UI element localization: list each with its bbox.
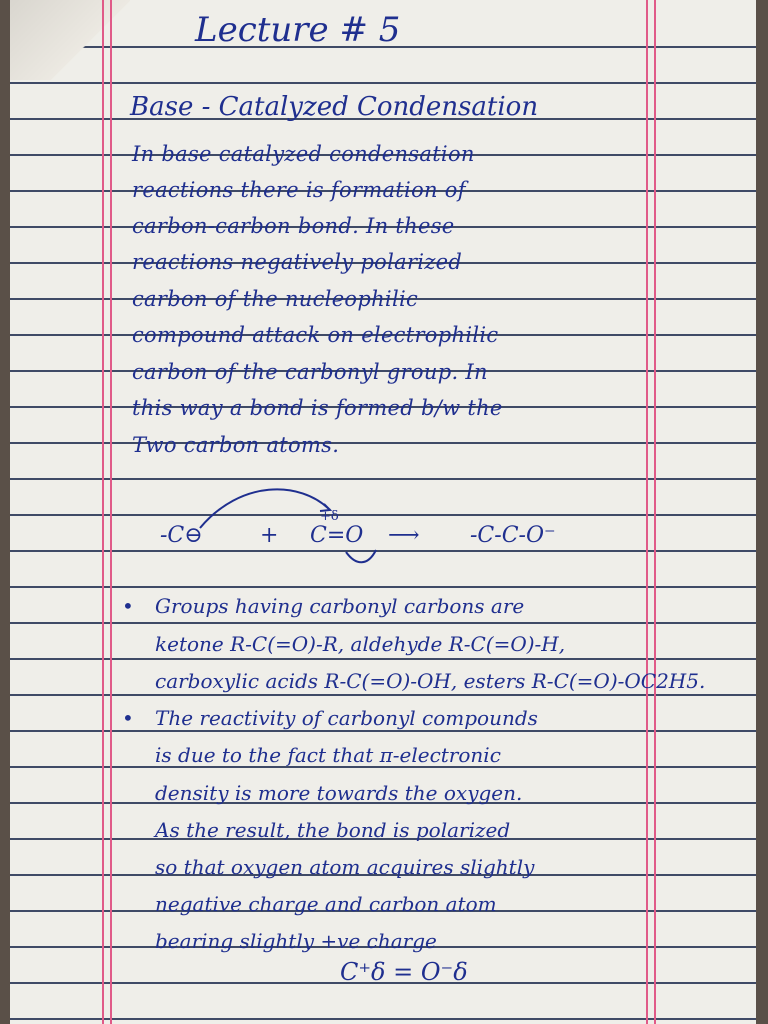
paragraph-line: carbon of the nucleophilic	[132, 287, 419, 311]
bullet-line: The reactivity of carbonyl compounds	[155, 706, 538, 730]
lecture-title: Lecture # 5	[195, 10, 401, 50]
torn-corner	[10, 0, 130, 80]
reaction-diagram	[160, 480, 620, 570]
bullet-line: density is more towards the oxygen.	[155, 781, 523, 805]
bullet-line: is due to the fact that π-electronic	[155, 743, 501, 767]
bullet-dot: •	[122, 594, 134, 618]
margin-line-left-1	[102, 0, 104, 1024]
plus-sign: +	[260, 523, 279, 548]
margin-line-right-1	[646, 0, 648, 1024]
bullet-dot: •	[122, 706, 134, 730]
bullet-line: carboxylic acids R-C(=O)-OH, esters R-C(=O)-OC2H5.	[155, 669, 706, 693]
paragraph-line: this way a bond is formed b/w the	[132, 396, 503, 420]
paragraph-line: Two carbon atoms.	[132, 433, 340, 457]
product-label: -C-C-O⁻	[470, 523, 556, 548]
section-heading: Base - Catalyzed Condensation	[130, 92, 539, 122]
reaction-arrow: ⟶	[388, 523, 420, 548]
curved-arrow-2	[346, 550, 376, 562]
paragraph-line: reactions there is formation of	[132, 178, 466, 202]
delta-plus-label: +δ	[320, 509, 339, 524]
bullet-line: so that oxygen atom acquires slightly	[155, 855, 535, 879]
polarized-bond-formula: C⁺δ = O⁻δ	[340, 958, 468, 986]
bullet-line: negative charge and carbon atom	[155, 892, 497, 916]
notebook-page	[10, 0, 756, 1024]
carbonyl-label: C=O	[310, 523, 364, 548]
bullet-line: Groups having carbonyl carbons are	[155, 594, 525, 618]
paragraph-line: In base catalyzed condensation	[132, 142, 475, 166]
nucleophile-label: -C⊖	[160, 523, 203, 548]
paragraph-line: carbon-carbon bond. In these	[132, 214, 455, 238]
paragraph-line: reactions negatively polarized	[132, 250, 463, 274]
margin-line-left-2	[110, 0, 112, 1024]
bullet-line: bearing slightly +ve charge	[155, 929, 437, 953]
paragraph-line: compound attack on electrophilic	[132, 323, 499, 347]
bullet-line: As the result, the bond is polarized	[155, 818, 511, 842]
margin-line-right-2	[654, 0, 656, 1024]
paragraph-line: carbon of the carbonyl group. In	[132, 360, 488, 384]
bullet-line: ketone R-C(=O)-R, aldehyde R-C(=O)-H,	[155, 632, 566, 656]
